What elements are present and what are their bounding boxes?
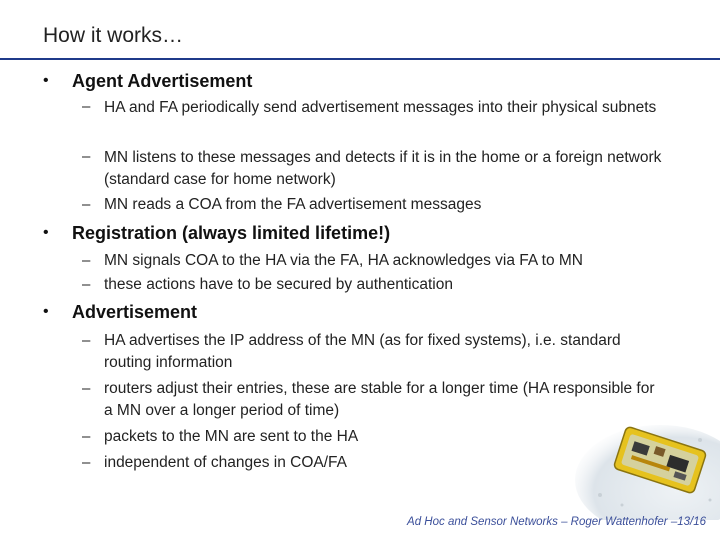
- dash-icon: –: [82, 428, 91, 445]
- list-item: routers adjust their entries, these are stable for a longer time (HA responsible for a MN over a longer period of time): [104, 380, 655, 419]
- slide-footer: Ad Hoc and Sensor Networks – Roger Wattenhofer –13/16: [407, 516, 706, 528]
- list-item: packets to the MN are sent to the HA: [104, 428, 359, 445]
- dash-icon: –: [82, 98, 91, 115]
- dash-icon: –: [82, 252, 91, 269]
- bullet-icon: •: [43, 224, 49, 241]
- list-item: HA advertises the IP address of the MN (as for fixed systems), i.e. standard routing information: [104, 332, 621, 371]
- list-item: independent of changes in COA/FA: [104, 454, 347, 471]
- list-item: MN listens to these messages and detects if it is in the home or a foreign network (standard case for home network): [104, 149, 662, 188]
- dash-icon: –: [82, 454, 91, 471]
- bullet-icon: •: [43, 303, 49, 320]
- section-heading: Registration (always limited lifetime!): [72, 223, 391, 243]
- dash-icon: –: [82, 276, 91, 293]
- dash-icon: –: [82, 332, 91, 349]
- slide-title: How it works…: [43, 24, 184, 47]
- dash-icon: –: [82, 196, 91, 213]
- dash-icon: –: [82, 148, 91, 165]
- bullet-icon: •: [43, 72, 49, 89]
- dash-icon: –: [82, 380, 91, 397]
- sensor-node-image: [560, 400, 720, 520]
- section-heading: Advertisement: [72, 302, 198, 322]
- section-heading: Agent Advertisement: [72, 71, 253, 91]
- list-item: MN signals COA to the HA via the FA, HA acknowledges via FA to MN: [104, 252, 583, 269]
- list-item: MN reads a COA from the FA advertisement messages: [104, 196, 482, 213]
- list-item: HA and FA periodically send advertisement messages into their physical subnets: [104, 99, 657, 116]
- list-item: these actions have to be secured by authentication: [104, 276, 453, 293]
